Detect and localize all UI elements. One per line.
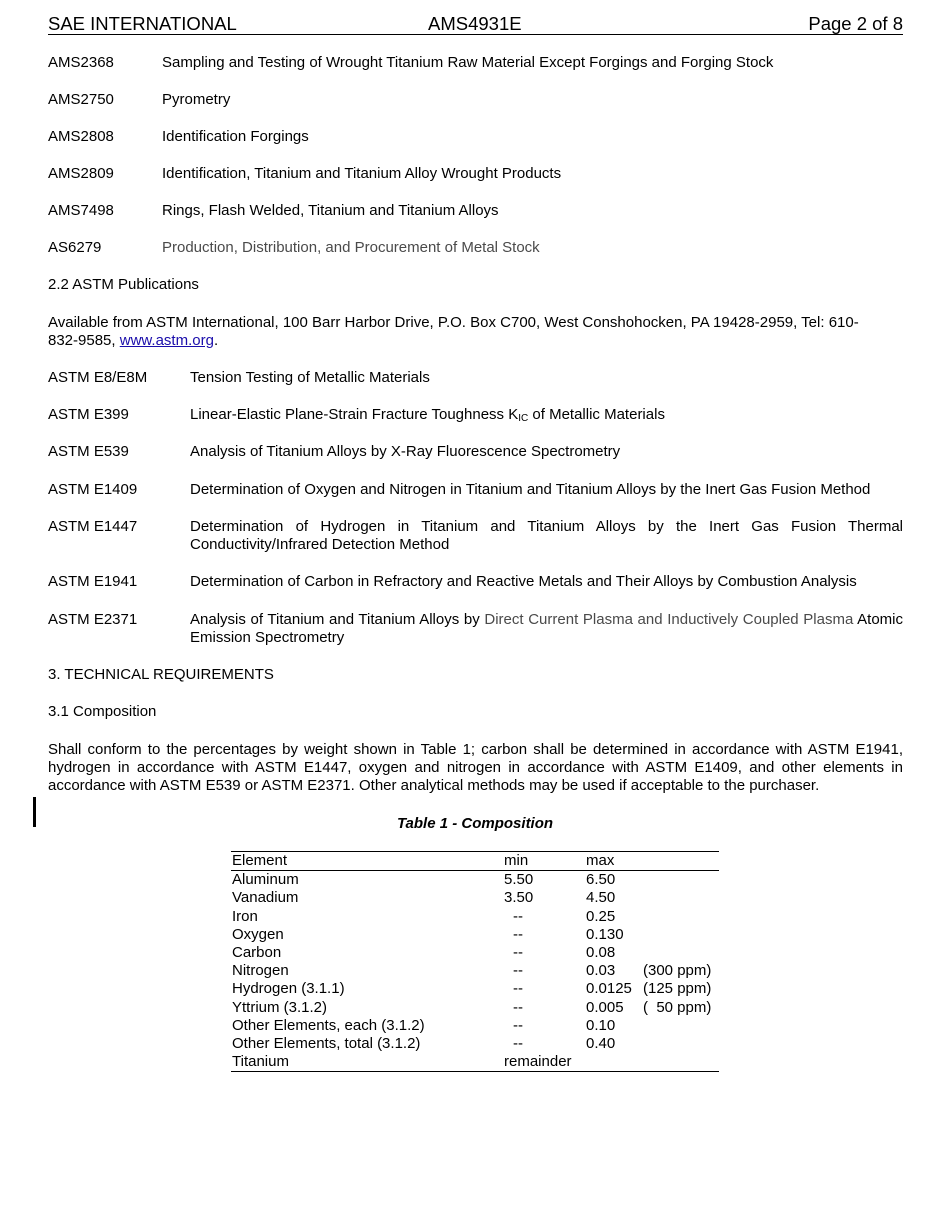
- table-row: [231, 1053, 719, 1071]
- availability-text-period: .: [213, 332, 219, 349]
- table-row: [231, 871, 719, 889]
- cell-min: 5.50: [504, 871, 534, 889]
- cell-max: 0.0125: [586, 980, 632, 998]
- availability-text-line2: 832-9585,: [48, 332, 120, 349]
- reference-title: Determination of Hydrogen in Titanium and Titanium Alloys by the Inert Gas Fusion Thermal Conductivity/Infrared Detection Method: [190, 518, 903, 553]
- section-heading-2-2: 2.2 ASTM Publications: [48, 276, 199, 293]
- cell-element: Oxygen: [232, 925, 284, 943]
- cell-element: Other Elements, total (3.1.2): [232, 1034, 421, 1052]
- column-header-min: min: [504, 852, 529, 869]
- cell-min: --: [513, 998, 523, 1016]
- reference-title-text-gray: Direct Current Plasma and Inductively Coupled Plasma: [484, 611, 854, 628]
- reference-code: ASTM E8/E8M: [48, 369, 148, 386]
- cell-min: remainder: [504, 1053, 572, 1071]
- cell-max: 0.25: [586, 907, 616, 925]
- table-caption: Table 1 - Composition: [396, 815, 554, 832]
- section-heading-3-1: 3.1 Composition: [48, 703, 157, 720]
- reference-title-subscript: IC: [518, 413, 529, 424]
- section-heading-3: 3. TECHNICAL REQUIREMENTS: [48, 666, 274, 683]
- cell-max: 0.005: [586, 998, 624, 1016]
- table-row: [231, 980, 719, 998]
- cell-element: Aluminum: [232, 871, 299, 889]
- reference-title-text: of Metallic Materials: [528, 406, 665, 423]
- cell-min: --: [513, 925, 523, 943]
- reference-title: [190, 611, 903, 647]
- table-row: [231, 889, 719, 907]
- reference-title: [190, 406, 665, 428]
- cell-max: 0.08: [586, 943, 616, 961]
- cell-min: --: [513, 962, 523, 980]
- reference-code: ASTM E399: [48, 406, 129, 423]
- composition-table: [231, 851, 719, 1072]
- reference-code: ASTM E1447: [48, 518, 138, 535]
- table-row: [231, 1035, 719, 1053]
- cell-element: Hydrogen (3.1.1): [232, 980, 345, 998]
- cell-element: Other Elements, each (3.1.2): [232, 1016, 425, 1034]
- table-row: [231, 908, 719, 926]
- reference-title: Sampling and Testing of Wrought Titanium Raw Material Except Forgings and Forging Stock: [162, 54, 774, 71]
- astm-website-link[interactable]: www.astm.org: [119, 332, 214, 349]
- composition-paragraph: Shall conform to the percentages by weight shown in Table 1; carbon shall be determined in accordance with ASTM E1941, hydrogen in accordance with ASTM E1447, oxygen and nitrogen in accordance with ASTM E1409, and other elements in accordance with ASTM E539 or ASTM E2371. Other analytical methods may be used if acceptable to the purchaser.: [48, 741, 903, 794]
- cell-max: 0.03: [586, 962, 616, 980]
- reference-code: ASTM E2371: [48, 611, 138, 628]
- cell-note: (125 ppm): [643, 980, 712, 998]
- reference-code: AMS7498: [48, 202, 114, 219]
- cell-max: 0.10: [586, 1016, 616, 1034]
- reference-code: AMS2750: [48, 91, 114, 108]
- reference-code: ASTM E1941: [48, 573, 138, 590]
- table-header-row: [231, 852, 719, 871]
- header-document-number: AMS4931E: [428, 13, 522, 34]
- reference-title: Identification, Titanium and Titanium Alloy Wrought Products: [162, 165, 562, 182]
- table-row: [231, 962, 719, 980]
- reference-code: AMS2808: [48, 128, 114, 145]
- reference-code: AS6279: [48, 239, 102, 256]
- cell-min: --: [513, 907, 523, 925]
- column-header-max: max: [586, 852, 615, 869]
- reference-title: Determination of Oxygen and Nitrogen in Titanium and Titanium Alloys by the Inert Gas Fusion Method: [190, 481, 871, 498]
- cell-max: 6.50: [586, 871, 616, 889]
- cell-min: --: [513, 980, 523, 998]
- availability-text-line1: Available from ASTM International, 100 Barr Harbor Drive, P.O. Box C700, West Conshohocken, PA 19428-2959, Tel: 610-: [48, 314, 859, 331]
- cell-min: 3.50: [504, 889, 534, 907]
- reference-title: Tension Testing of Metallic Materials: [190, 369, 430, 386]
- reference-title: Identification Forgings: [162, 128, 309, 145]
- reference-code: AMS2368: [48, 54, 114, 71]
- cell-element: Iron: [232, 907, 258, 925]
- reference-title: Rings, Flash Welded, Titanium and Titanium Alloys: [162, 202, 499, 219]
- column-header-element: Element: [232, 852, 288, 869]
- reference-title-text: Analysis of Titanium and Titanium Alloys by: [190, 611, 485, 628]
- cell-element: Carbon: [232, 943, 282, 961]
- cell-element: Nitrogen: [232, 962, 289, 980]
- cell-note: ( 50 ppm): [643, 998, 712, 1016]
- cell-element: Yttrium (3.1.2): [232, 998, 328, 1016]
- table-row: [231, 944, 719, 962]
- cell-max: 0.40: [586, 1034, 616, 1052]
- header-organization: SAE INTERNATIONAL: [48, 13, 237, 34]
- reference-title-text: Atomic Emission Spectrometry: [190, 611, 903, 646]
- header-page-number: Page 2 of 8: [808, 13, 903, 34]
- cell-note: (300 ppm): [643, 962, 712, 980]
- cell-max: 0.130: [586, 925, 624, 943]
- cell-min: --: [513, 1034, 523, 1052]
- reference-code: AMS2809: [48, 165, 114, 182]
- cell-min: --: [513, 943, 523, 961]
- reference-title-text: Linear-Elastic Plane-Strain Fracture Toughness K: [190, 406, 519, 423]
- reference-title: Analysis of Titanium Alloys by X-Ray Fluorescence Spectrometry: [190, 443, 621, 460]
- cell-max: 4.50: [586, 889, 616, 907]
- cell-element: Titanium: [232, 1053, 289, 1071]
- table-row: [231, 926, 719, 944]
- cell-min: --: [513, 1016, 523, 1034]
- table-row: [231, 1017, 719, 1035]
- table-row: [231, 999, 719, 1017]
- reference-code: ASTM E1409: [48, 481, 138, 498]
- reference-title: Pyrometry: [162, 91, 231, 108]
- reference-title: Production, Distribution, and Procurement of Metal Stock: [162, 239, 540, 256]
- reference-title: Determination of Carbon in Refractory and Reactive Metals and Their Alloys by Combustion Analysis: [190, 573, 857, 590]
- reference-code: ASTM E539: [48, 443, 129, 460]
- cell-element: Vanadium: [232, 889, 299, 907]
- availability-paragraph: [48, 314, 903, 350]
- page-header: [48, 12, 903, 35]
